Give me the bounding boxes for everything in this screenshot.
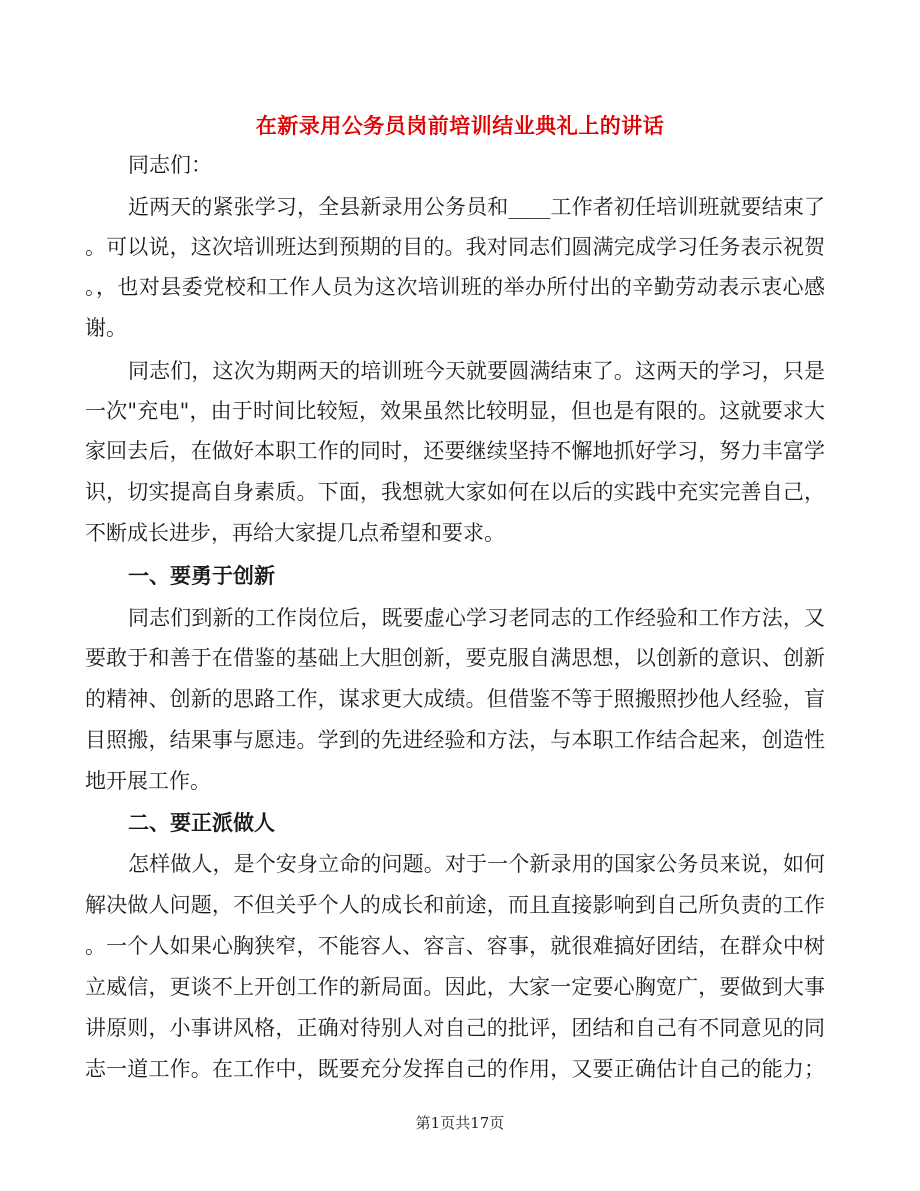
paragraph-line: 的精神、创新的思路工作，谋求更大成绩。但借鉴不等于照搬照抄他人经验，盲 — [85, 687, 825, 711]
paragraph-line: 志一道工作。在工作中，既要充分发挥自己的作用，又要正确估计自己的能力； — [85, 1057, 825, 1081]
paragraph-line: 地开展工作。 — [85, 769, 211, 793]
paragraph-line: 谢。 — [85, 316, 127, 340]
section-heading-innovation: 一、要勇于创新 — [128, 563, 275, 588]
paragraph-line: 家回去后，在做好本职工作的同时，还要继续坚持不懈地抓好学习，努力丰富学 — [85, 439, 825, 463]
paragraph-line: 要敢于和善于在借鉴的基础上大胆创新，要克服自满思想，以创新的意识、创新 — [85, 646, 825, 670]
paragraph-line: 。，也对县委党校和工作人员为这次培训班的举办所付出的辛勤劳动表示衷心感 — [85, 275, 825, 299]
page-number: 第1页共17页 — [415, 1114, 505, 1132]
paragraph-line: 讲原则，小事讲风格，正确对待别人对自己的批评，团结和自己有不同意见的同 — [85, 1016, 825, 1040]
paragraph-line: 怎样做人，是个安身立命的问题。对于一个新录用的国家公务员来说，如何 — [128, 852, 825, 876]
paragraph-line: 识，切实提高自身素质。下面，我想就大家如何在以后的实践中充实完善自己， — [85, 480, 825, 504]
paragraph-line: 目照搬，结果事与愿违。学到的先进经验和方法，与本职工作结合起来，创造性 — [85, 728, 825, 752]
paragraph-line: 同志们到新的工作岗位后，既要虚心学习老同志的工作经验和工作方法，又 — [128, 606, 825, 630]
salutation: 同志们： — [128, 153, 212, 177]
paragraph-line: 近两天的紧张学习，全县新录用公务员和____工作者初任培训班就要结束了 — [128, 195, 825, 219]
section-heading-conduct: 二、要正派做人 — [128, 810, 275, 835]
paragraph-line: 不断成长进步，再给大家提几点希望和要求。 — [85, 521, 505, 545]
paragraph-line: 。可以说，这次培训班达到预期的目的。我对同志们圆满完成学习任务表示祝贺 — [85, 235, 825, 259]
paragraph-line: 。一个人如果心胸狭窄，不能容人、容言、容事，就很难搞好团结，在群众中树 — [85, 934, 825, 958]
paragraph-line: 一次"充电"，由于时间比较短，效果虽然比较明显，但也是有限的。这就要求大 — [85, 399, 825, 423]
paragraph-line: 同志们，这次为期两天的培训班今天就要圆满结束了。这两天的学习，只是 — [128, 359, 825, 383]
document-title: 在新录用公务员岗前培训结业典礼上的讲话 — [255, 113, 665, 138]
paragraph-line: 解决做人问题，不但关乎个人的成长和前途，而且直接影响到自己所负责的工作 — [85, 893, 825, 917]
paragraph-line: 立威信，更谈不上开创工作的新局面。因此，大家一定要心胸宽广，要做到大事 — [85, 975, 825, 999]
